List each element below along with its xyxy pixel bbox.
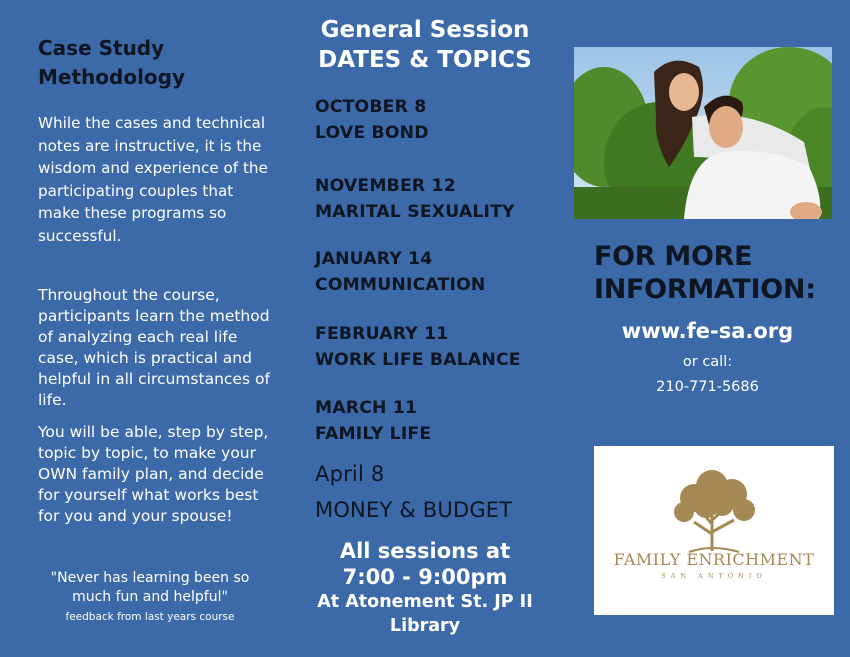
tree-icon [594, 446, 834, 556]
session-item [315, 173, 555, 225]
course-paragraph: Throughout the course, participants learn the method of analyzing each real life case, which is practical and helpful in all circumstances of life. [38, 286, 270, 409]
session-topic: MONEY & BUDGET [315, 498, 513, 522]
session-time-location [290, 538, 560, 638]
logo-text: FAMILY ENRICHMENT [613, 550, 815, 569]
case-study-heading [38, 34, 278, 92]
session-topic: MARITAL SEXUALITY [315, 202, 515, 222]
session-item [315, 456, 555, 528]
sessions-title [290, 15, 560, 75]
plan-paragraph: You will be able, step by step, topic by topic, to make your OWN family plan, and decide for yourself what works best for you and your spouse! [38, 423, 269, 525]
session-date: NOVEMBER 12 [315, 176, 456, 196]
testimonial-quote: "Never has learning been so much fun and helpful" [50, 570, 250, 605]
sessions-title-line2: DATES & TOPICS [318, 47, 532, 73]
session-date: April 8 [315, 462, 385, 486]
family-enrichment-logo [594, 446, 834, 615]
case-study-heading-line1: Case Study [38, 36, 165, 60]
session-item [315, 94, 555, 146]
left-panel [0, 0, 290, 657]
info-heading-line2: INFORMATION: [594, 274, 816, 305]
session-location: At Atonement St. JP II [317, 592, 533, 612]
logo-subtext: SAN ANTONIO [661, 572, 767, 580]
info-heading [594, 240, 834, 306]
website-link[interactable]: www.fe-sa.org [621, 319, 794, 343]
phone-number[interactable]: 210-771-5686 [656, 379, 759, 395]
right-panel [560, 0, 850, 657]
call-label: or call: [682, 354, 733, 370]
session-item [315, 395, 555, 447]
time-intro: All sessions at [339, 539, 511, 563]
session-topic: LOVE BOND [315, 123, 429, 143]
sessions-title-line1: General Session [320, 17, 530, 43]
session-date: FEBRUARY 11 [315, 324, 449, 344]
testimonial-source: feedback from last years course [65, 611, 235, 623]
session-item [315, 321, 555, 373]
session-date: JANUARY 14 [315, 249, 433, 269]
session-topic: COMMUNICATION [315, 275, 486, 295]
session-topic: WORK LIFE BALANCE [315, 350, 521, 370]
session-item [315, 246, 555, 298]
case-study-heading-line2: Methodology [38, 65, 186, 89]
session-time: 7:00 - 9:00pm [342, 565, 508, 589]
info-heading-line1: FOR MORE [594, 241, 753, 272]
middle-panel [290, 0, 560, 657]
session-date: OCTOBER 8 [315, 97, 427, 117]
couple-photo [574, 47, 832, 219]
session-topic: FAMILY LIFE [315, 424, 432, 444]
session-location-line2: Library [389, 616, 461, 636]
couple-photo-illustration [574, 47, 832, 219]
intro-paragraph: While the cases and technical notes are instructive, it is the wisdom and experience of the participating couples that make these programs so successful. [38, 114, 268, 245]
session-date: MARCH 11 [315, 398, 418, 418]
